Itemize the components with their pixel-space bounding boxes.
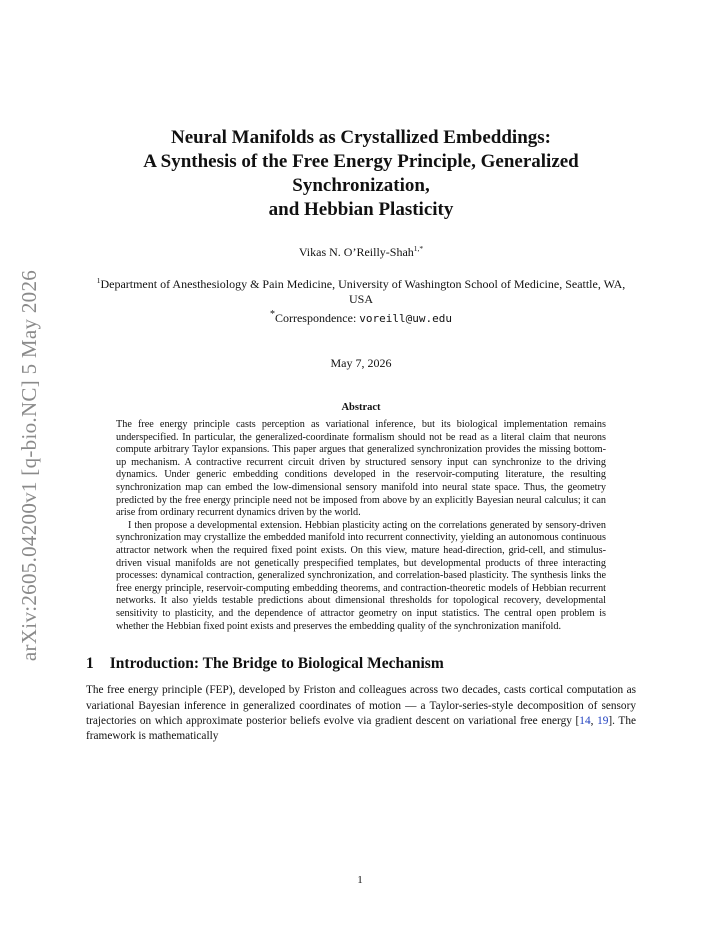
- title-line: and Hebbian Plasticity: [268, 199, 454, 220]
- affiliation-mark: 1: [96, 276, 101, 285]
- author-line: [86, 244, 636, 260]
- abstract-heading: Abstract: [341, 402, 381, 413]
- citation-link[interactable]: 14: [579, 714, 591, 727]
- abstract-body: [116, 419, 606, 633]
- citation-link[interactable]: 19: [597, 714, 609, 727]
- paper-date: May 7, 2026: [330, 356, 392, 370]
- email-link[interactable]: voreill@uw.edu: [359, 312, 453, 325]
- section-number: 1: [86, 655, 94, 673]
- title-line: A Synthesis of the Free Energy Principle, Generalized: [143, 151, 579, 172]
- correspondence: [86, 307, 636, 326]
- citation-separator: ,: [590, 714, 598, 727]
- paragraph-text: The free energy principle (FEP), developed by Friston and colleagues across two decades, casts cortical computation as variational Bayesian inference in generalized coordinates of motion — a Taylor-series-style decomposition of sensory trajectories on which approximate posterior beliefs evolve via gradient descent on variational free energy [: [86, 684, 636, 727]
- author-marks: 1,*: [413, 244, 424, 253]
- section-heading: [86, 655, 636, 673]
- paragraph-text: ]. The framework is mathematically: [86, 714, 636, 743]
- affiliation-text: Department of Anesthesiology & Pain Medicine, University of Washington School of Medicine, Seattle, WA, USA: [100, 277, 626, 306]
- section-title: Introduction: The Bridge to Biological Mechanism: [109, 655, 444, 673]
- arxiv-sidebar: [12, 235, 48, 695]
- arxiv-identifier: arXiv:2605.04200v1 [q-bio.NC] 5 May 2026: [17, 269, 42, 661]
- correspondence-mark: *: [269, 309, 275, 320]
- abstract-paragraph: I then propose a developmental extension. Hebbian plasticity acting on the correlations generated by sensory-driven synchronization may crystallize the embedded manifold into recurrent connectivity, yielding an autonomous continuous attractor network when the required fixed point exists. On this view, mature head-direction, grid-cell, and stimulus-driven visual manifolds are not genetically prespecified templates, but developmental products of three interacting processes: dynamical contraction, generalized synchronization, and correlation-based plasticity. The synthesis links the free energy principle, reservoir-computing embedding theorems, and contraction-theoretic models of Hebbian recurrent networks. It also yields testable predictions about dimensional thresholds for topological recovery, developmental sensitivity to plasticity, and the dependence of attractor geometry on input statistics. The central open problem is whether the Hebbian fixed point exists and preserves the embedding quality of the synchronization manifold.: [116, 519, 606, 632]
- author-name: Vikas N. O’Reilly-Shah: [298, 245, 414, 259]
- affiliation: [86, 273, 636, 307]
- page-number: 1: [357, 874, 363, 886]
- page-content: [86, 126, 636, 745]
- paper-title: [86, 126, 636, 222]
- section-paragraph: [86, 683, 636, 745]
- abstract-paragraph: The free energy principle casts perception as variational inference, but its biological implementation remains underspecified. In particular, the generalized-coordinate formalism should not be read as a literal claim that neurons compute arbitrary Taylor expansions. This paper argues that generalized synchronization provides the missing bottom-up mechanism. A contractive recurrent circuit driven by structured sensory input can synchronize to the driving dynamics. Under generic embedding conditions developed in the reservoir-computing literature, the resulting synchronization map can embed the low-dimensional sensory manifold into neural state space. Thus, the geometry predicted by the free energy principle need not be imposed from above by an explicitly Bayesian neural calculus; it can arise from ordinary recurrent dynamics driven by the world.: [116, 419, 606, 519]
- correspondence-label: Correspondence:: [274, 311, 360, 325]
- title-line: Neural Manifolds as Crystallized Embeddings:: [170, 127, 552, 148]
- title-line: Synchronization,: [292, 175, 430, 196]
